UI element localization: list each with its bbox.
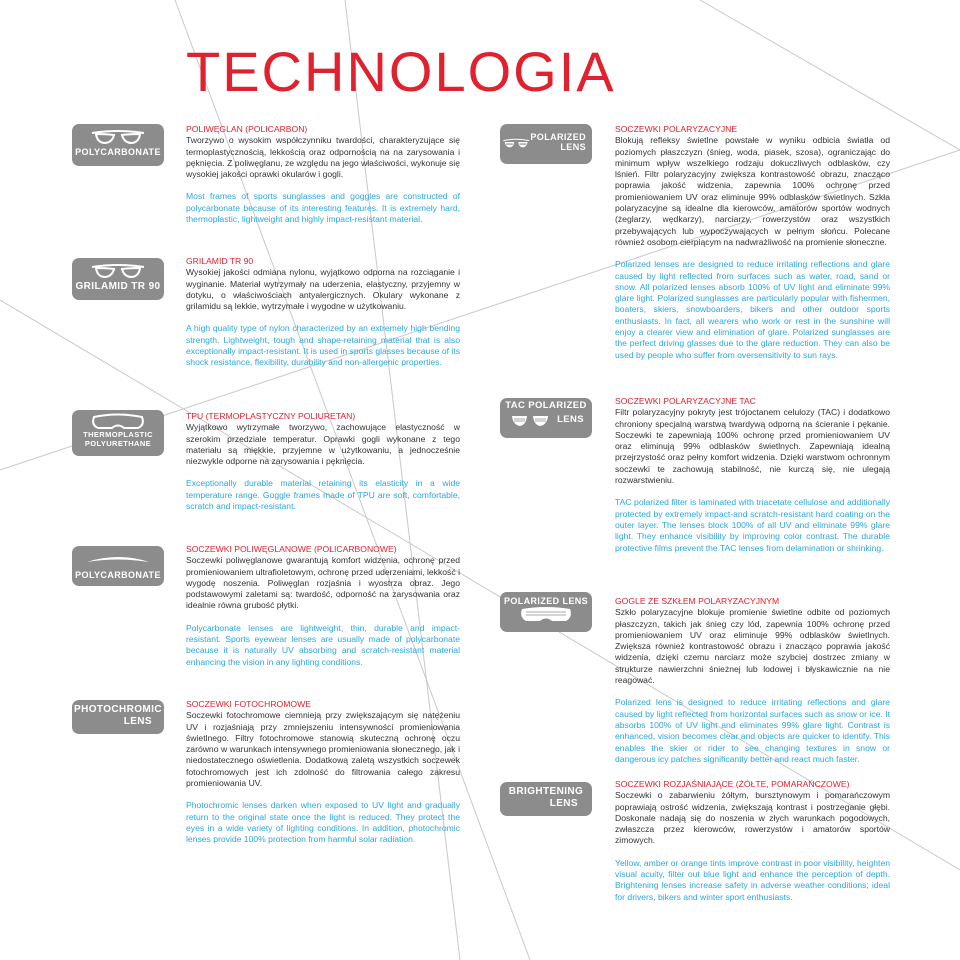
section-heading: SOCZEWKI POLARYZACYJNE TAC xyxy=(615,396,756,406)
goggle-icon xyxy=(88,413,148,431)
section-polarized xyxy=(615,124,890,361)
lens-arc-icon xyxy=(83,554,153,564)
section-text-pl: Wysokiej jakości odmiana nylonu, wyjątkowo odporna na rozciąganie i wyginanie. Materiał wytrzymały na uderzenia, elastyczny, przyjemny w dotyku, o właściwościach antyalergicznych. Okulary wykonane z grilamidu są lekkie, wytrzymałe i wygodne w użytkowaniu. xyxy=(186,267,460,312)
section-text-en: Yellow, amber or orange tints improve contrast in poor visibility, heighten visual acuity, filter out blue light and enhance the perception of depth. Brightening lenses increase safety in adverse weather conditions; ideal for drivers, bikers and winter sport enthusiasts. xyxy=(615,857,890,902)
badge-label-line1: TAC POLARIZED xyxy=(505,400,587,411)
section-heading: GOGLE ZE SZKŁEM POLARYZACYJNYM xyxy=(615,596,780,606)
section-text-en: TAC polarized filter is laminated with triacetate cellulose and additionally protected by extremely impact-and scratch-resistant hard coating on the outer layer. The lenses block 100% of all UV and eliminate 99% glare light. They enhance visibility by improving color contrast. The durable protective films prevent the TAC lenses from delamination or shrinking. xyxy=(615,497,890,553)
badge-label: POLARIZED LENS xyxy=(503,596,589,606)
section-text-pl: Tworzywo o wysokim współczynniku twardości, charakteryzujące się termoplastycznością, lekkością oraz odpornością na na zarysowania i pęknięcia. Z poliwęglanu, ze względu na jego właściwości, wykonuje się wysokiej jakości oprawki okularów i gogli. xyxy=(186,135,460,180)
badge-label: GRILAMID TR 90 xyxy=(75,281,161,292)
badge-label: POLYCARBONATE xyxy=(75,147,161,157)
grilamid-badge xyxy=(72,258,164,300)
section-heading: SOCZEWKI POLARYZACYJNE xyxy=(615,124,738,134)
page-title: TECHNOLOGIA xyxy=(186,40,616,103)
tpu-badge xyxy=(72,410,164,456)
section-photochromic xyxy=(186,699,460,846)
badge-label-line1: THERMOPLASTIC xyxy=(83,430,153,439)
section-text-pl: Soczewki poliwęglanowe gwarantują komfort widzenia, ochronę przed promieniowaniem ultrafioletowym, ochronę przed uderzeniami, lekkość i wygodę noszenia. Poliwęglan rozjaśnia i wyostrza obraz. Jego podstawowymi zaletami są: twardość, odporność na zarysowania oraz idealnie równa grubość płytki. xyxy=(186,555,460,611)
section-tac-polarized xyxy=(615,396,890,554)
badge-label: POLYCARBONATE xyxy=(75,570,161,580)
section-heading: POLIWĘGLAN (POLICARBON) xyxy=(186,124,308,134)
section-text-en: Polycarbonate lenses are lightweight, thin, durable and impact-resistant. Sports eyewear lenses are usually made of polycarbonate because it is naturally UV absorbing and scratch-resistant material enhancing the vision in any lighting conditions. xyxy=(186,622,460,667)
glasses-icon xyxy=(88,127,148,147)
section-heading: SOCZEWKI POLIWĘGLANOWE (POLICARBONOWE) xyxy=(186,544,397,554)
section-text-en: A high quality type of nylon characterized by an extremely high bending strength. Lightweight, tough and shape-retaining material that is also exceptionally impact-resistant. It is used in sports glasses because of its shock resistance, flexibility, durability and non-allergenic properties. xyxy=(186,323,460,368)
badge-label-line1: BRIGHTENING xyxy=(508,786,584,797)
section-text-en: Photochromic lenses darken when exposed to UV light and gradually return to the original state once the light is reduced. They protect the eyes in a wide variety of lighting conditions. In addition, photochromic lenses provide 100% protection from harmful solar radiation. xyxy=(186,800,460,845)
section-text-pl: Soczewki o zabarwieniu żółtym, bursztynowym i pomarańczowym poprawiają ostrość widzenia, zwiększają kontrast i postrzeganie głębi. Doskonale nadają się do noszenia w złych warunkach pogodowych, zwłaszcza przez kierowców, rowerzystów i amatorów sportów zimowych. xyxy=(615,790,890,846)
section-text-pl: Filtr polaryzacyjny pokryty jest trójoctanem celulozy (TAC) i dodatkowo chroniony specjalną warstwą twardywą odporną na ścieranie i pękanie. Soczewki te zapewniają 100% ochronę przed promieniowaniem UV oraz eliminują 99% odblasków świetlnych. Zapewniają idealną przejrzystość oraz pełny komfort widzenia. Dzięki warstwom ochronnym soczewki te zachowują stabilność, nie kurczą się, nie ulegają rozwarstwieniu. xyxy=(615,407,890,486)
polycarbonate-lens-badge xyxy=(72,546,164,586)
polarized-badge xyxy=(500,124,592,164)
section-polycarbonate-frame xyxy=(186,124,460,225)
section-heading: GRILAMID TR 90 xyxy=(186,256,254,266)
section-heading: SOCZEWKI FOTOCHROMOWE xyxy=(186,699,311,709)
section-heading: TPU (TERMOPLASTYCZNY POLIURETAN) xyxy=(186,411,356,421)
tac-polarized-badge xyxy=(500,398,592,438)
section-brightening xyxy=(615,779,890,903)
badge-label-line2: LENS xyxy=(123,715,152,727)
photochromic-badge xyxy=(72,700,164,734)
badge-label-line1: PHOTOCHROMIC xyxy=(74,704,162,715)
badge-label-line2: LENS xyxy=(557,414,584,426)
section-text-en: Polarized lenses are designed to reduce irritating reflections and glare caused by light reflected from surfaces such as water, road, sand or snow. All polarized lenses absorb 100% of UV light and eliminate 99% glare light. Polarized sunglasses are particularly popular with fishermen, boaters, skiers, snowboarders, bikers and other outdoor sports enthusiasts. In fact, all wearers who work or rest in the sunshine will enjoy a clearer view and elimination of glare. Polarized sunglasses are the perfect driving glasses due to the glare reduction. They can also be used by people who suffer from oversensitivity to sun rays. xyxy=(615,259,890,360)
section-text-en: Exceptionally durable material retaining its elasticity in a wide temperature range. Goggle frames made of TPU are soft, comfortable, scratch and impact-resistant. xyxy=(186,478,460,512)
polarized-goggle-icon xyxy=(516,606,576,624)
section-text-pl: Szkło polaryzacyjne blokuje promienie świetlne odbite od poziomych płaszczyzn, takich jak śnieg czy lód, zapewnia 100% ochronę przed promieniowaniem UV oraz eliminuje 99% odblasków świetlnych. Zwiększa również kontrastowość obrazu i znacząco poprawia jakość widzenia, dzięki czemu narciarz może szybciej dostrzec zmiany w strukturze nawierzchni śnieżnej lub lodowej i błyskawicznie na nie reagować. xyxy=(615,607,890,686)
section-polarized-goggle xyxy=(615,596,890,765)
polarized-glasses-icon xyxy=(508,412,552,430)
section-text-pl: Blokują refleksy świetlne powstałe w wyniku odbicia światła od poziomych płaszczyzn (śnieg, woda, piasek, szosa), ograniczając do minimum wpływ wszelkiego rodzaju dokuczliwych odblasków, czy lśnień. Filtr polaryzacyjny zwiększa kontrastowość obrazu, znacząco poprawia jakość widzenia, zapewnia 100% ochronę przed promieniowaniem UV oraz eliminuje 99% odblasków świetlnych. Szkła polaryzacyjne są idealne dla kierowców, amatorów sportów wodnych (żeglarzy, wędkarzy), narciarzy, rowerzystów oraz wszystkich przebywających lub wypoczywających w pełnym słońcu. Polecane również osobom cierpiącym na nadwrażliwość na promienie słoneczne. xyxy=(615,135,890,247)
section-tpu xyxy=(186,411,460,512)
badge-label-line2: LENS xyxy=(549,797,578,809)
section-text-en: Polarized lens is designed to reduce irritating reflections and glare caused by light reflected from horizontal surfaces such as snow or ice. It absorbs 100% of UV light and eliminates 99% glare light. Contrast is enhanced, vision becomes clear and objects are quicker to identify. This enables the skier or rider to see changing textures in snow or dangerous icy patches significantly better and react much faster. xyxy=(615,697,890,764)
section-text-en: Most frames of sports sunglasses and goggles are constructed of polycarbonate because of its interesting features. It is extremely hard, thermoplastic, lightweight and highly impact-resistant material. xyxy=(186,191,460,225)
badge-label-line2: POLYURETHANE xyxy=(84,438,152,448)
brightening-badge xyxy=(500,782,592,816)
badge-label-line2: LENS xyxy=(560,142,586,152)
section-heading: SOCZEWKI ROZJAŚNIAJĄCE (ŻÓŁTE, POMARAŃCZOWE) xyxy=(615,779,850,789)
section-text-pl: Soczewki fotochromowe ciemnieją przy zwiększającym się natężeniu UV i rozjaśniają przy zmniejszeniu intensywności promieniowania świetlnego. Filtry fotochromowe stanowią skuteczną ochronę oczu zarówno w warunkach intensywnego promieniowania słonecznego, jak i niedostatecznego oświetlenia. Dodatkową zaletą wszystkich soczewek fotochromowych jest ich zdolność do filtrowania całego zakresu promieniowania UV. xyxy=(186,710,460,789)
section-grilamid xyxy=(186,256,460,369)
polarized-glasses-icon xyxy=(502,128,530,156)
polarized-goggle-badge xyxy=(500,592,592,632)
section-polycarbonate-lens xyxy=(186,544,460,668)
badge-label-line1: POLARIZED xyxy=(530,131,586,142)
polycarbonate-frame-badge xyxy=(72,124,164,166)
glasses-icon xyxy=(88,261,148,281)
section-text-pl: Wyjątkowo wytrzymałe tworzywo, zachowujące elastyczność w szerokim przedziale temperatur. Oprawki gogli wykonane z tego materiału są miękkie, przyjemne w użytkowaniu, a jednocześnie niezwykle odporne na zarysowania i pęknięcia. xyxy=(186,422,460,467)
